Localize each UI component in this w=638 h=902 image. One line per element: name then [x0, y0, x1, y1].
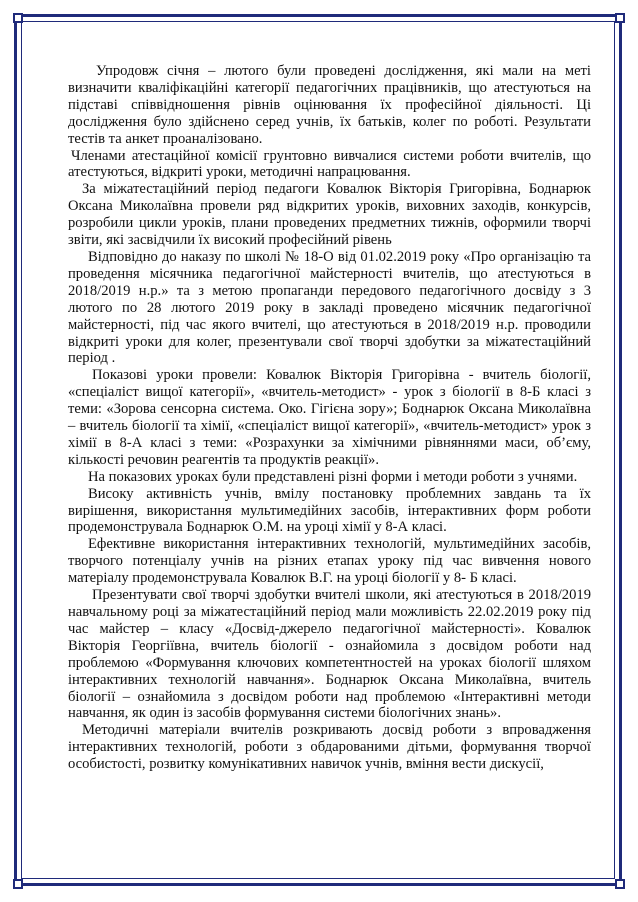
frame-corner-bottom-right [615, 879, 625, 889]
paragraph-lessons: Показові уроки провели: Ковалюк Вікторія Григорівна - вчитель біології, «спеціаліст вищої категорії», «вчитель-методист» - урок з біології в 8-Б класі з теми: «Зорова сенсорна система. Око. Гігієна зору»; Боднарюк Оксана Миколаївна – вчитель біології та хімії, «спеціаліст вищої категорії», «вчитель-методист» урок з хімії в 8-А класі з теми: «Розрахунки за хімічними рівняннями маси, об’єму, кількості речовин реагентів та продуктів реакції». [68, 367, 591, 468]
paragraph-research: Упродовж січня – лютого були проведені дослідження, які мали на меті визначити кваліфікаційні категорії педагогічних працівників, що атестуються на підставі співвідношення рівнів оцінювання їх професійної діяльності. Ці дослідження було здійснено серед учнів, їх батьків, колег по роботі. Результати тестів та анкет проаналізовано. [68, 63, 591, 147]
paragraph-effective: Ефективне використання інтерактивних технологій, мультимедійних засобів, творчого потенціалу учнів на різних етапах уроку під час вивчення нового матеріалу продемонструвала Ковалюк В.Г. на уроці біології у 8- Б класі. [68, 536, 591, 587]
paragraph-materials: Методичні матеріали вчителів розкривають досвід роботи з впровадження інтерактивних технологій, роботи з обдарованими дітьми, формування творчої особистості, розвитку комунікативних навичок учнів, вміння вести дискусії, [68, 722, 591, 773]
frame-corner-top-right [615, 13, 625, 23]
paragraph-activity: Високу активність учнів, вмілу постановку проблемних завдань та їх вирішення, використання мультимедійних засобів, інтерактивних форм роботи продемонструвала Боднарюк О.М. на уроці хімії у 8-А класі. [68, 485, 591, 536]
paragraph-interattestation: За міжатестаційний період педагоги Ковалюк Вікторія Григорівна, Боднарюк Оксана Миколаївна провели ряд відкритих уроків, виховних заходів, конкурсів, розробили цикли уроків, плани проведених предметних тижнів, оформили творчі звіти, які засвідчили їх високий професійний рівень [68, 181, 591, 249]
frame-corner-top-left [13, 13, 23, 23]
frame-corner-bottom-left [13, 879, 23, 889]
paragraph-order: Відповідно до наказу по школі № 18-О від 01.02.2019 року «Про організацію та проведення місячника педагогічної майстерності вчителів, що атестуються в 2018/2019 н.р.» та з метою пропаганди передового педагогічного досвіду з 3 лютого по 28 лютого 2019 року в закладі проведено місячник педагогічної майстерності, під час якого вчителі, що атестуються в 2018/2019 н.р. проводили відкриті уроки для колег, презентували свої творчі здобутки за міжатестаційний період . [68, 248, 591, 367]
paragraph-masterclass: Презентувати свої творчі здобутки вчителі школи, які атестуються в 2018/2019 навчальному році за міжатестаційний період мали можливість 22.02.2019 року під час майстер – класу «Досвід-джерело педагогічної майстерності». Ковалюк Вікторія Георгіївна, вчитель біології - ознайомила з досвідом роботи над проблемою «Формування ключових компетентностей на уроках біології шляхом інтерактивних технологій навчання». Боднарюк Оксана Миколаївна, вчитель біології – ознайомила з досвідом роботи над проблемою «Інтерактивні методи навчання, як один із засобів формування системи біологічних знань». [68, 587, 591, 722]
paragraph-forms: На показових уроках були представлені різні форми і методи роботи з учнями. [88, 468, 578, 485]
document-body [68, 63, 591, 773]
paragraph-commission: Членами атестаційної комісії грунтовно вивчалися системи роботи вчителів, що атестуються, відкриті уроки, методичні напрацювання. [68, 147, 591, 181]
